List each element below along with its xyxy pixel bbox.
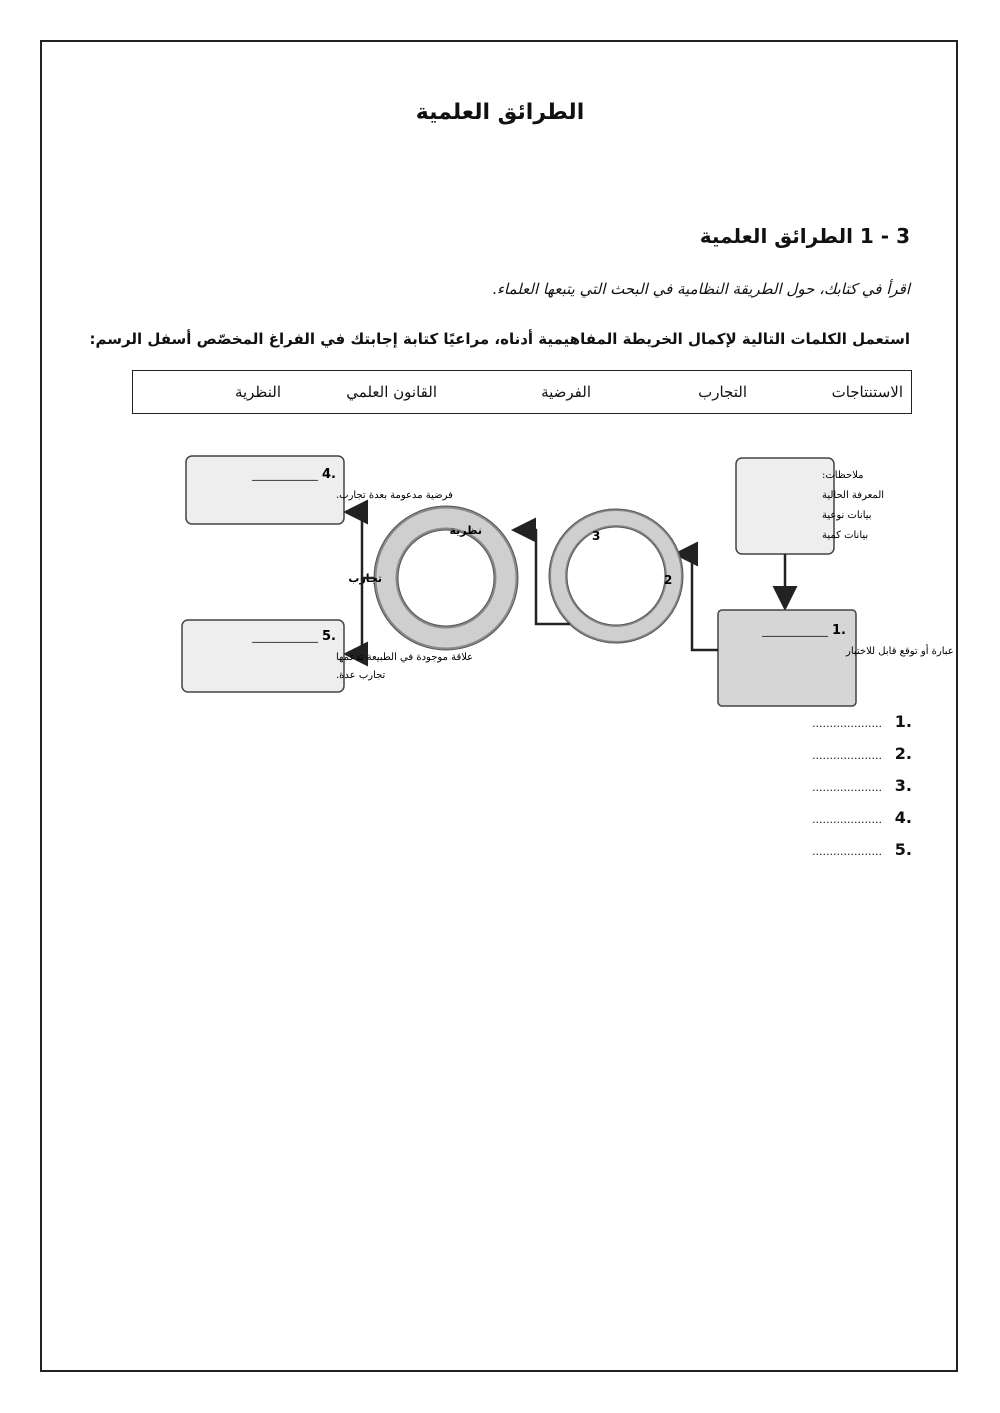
answer-blank[interactable]: .................... (812, 749, 882, 762)
answer-number: .4 (894, 808, 912, 827)
box4-description: فرضية مدعومة بعدة تجارب. (336, 490, 453, 501)
large-cycle-label: تجارب (348, 572, 382, 585)
word-bank-item: النظرية (234, 383, 281, 401)
observations-line: بيانات نوعية (822, 510, 872, 521)
answer-number: .2 (894, 744, 912, 763)
box1-number: 1. (832, 623, 846, 638)
answer-list (812, 712, 912, 872)
word-bank-item: القانون العلمي (346, 383, 437, 401)
box4-blank: ____________ (252, 468, 318, 481)
section-heading: 3 - 1 الطرائق العلمية (699, 224, 910, 248)
small-cycle-label: 2 (664, 573, 673, 587)
observations-line: بيانات كمية (822, 530, 869, 541)
word-bank-item: التجارب (698, 383, 747, 401)
answer-line[interactable] (812, 776, 912, 808)
observations-box (736, 458, 884, 554)
box5-description: تجارب عدة. (336, 670, 386, 681)
answer-blank[interactable]: .................... (812, 845, 882, 858)
arrow-to-theory-box (348, 512, 374, 578)
answer-line[interactable] (812, 840, 912, 872)
instruction-text: استعمل الكلمات التالية لإكمال الخريطة المفاهيمية أدناه، مراعيًا كتابة إجابتك في الفراغ المخصّص أسفل الرسم: (89, 330, 910, 348)
box1-description: عبارة أو توقع قابل للاختبار (846, 646, 954, 657)
box5-description: علاقة موجودة في الطبيعة تدعمها (336, 652, 474, 663)
concept-map-diagram (170, 448, 954, 718)
word-bank (132, 370, 912, 414)
observations-line: المعرفة الحالية (822, 490, 885, 501)
answer-blank[interactable]: .................... (812, 717, 882, 730)
observations-line: ملاحظات: (822, 470, 864, 481)
box5-number: 5. (322, 629, 336, 644)
answer-blank[interactable]: .................... (812, 781, 882, 794)
box5-blank: ____________ (252, 630, 318, 643)
intro-text: اقرأ في كتابك، حول الطريقة النظامية في البحث التي يتبعها العلماء. (492, 280, 910, 298)
answer-number: .5 (894, 840, 912, 859)
page-title: الطرائق العلمية (415, 100, 585, 125)
answer-line[interactable] (812, 744, 912, 776)
answer-number: .1 (894, 712, 912, 731)
small-cycle-label: 3 (592, 529, 601, 543)
arrow-to-small-cycle (678, 554, 718, 650)
answer-line[interactable] (812, 808, 912, 840)
answer-number: .3 (894, 776, 912, 795)
answer-line[interactable] (812, 712, 912, 744)
box4-number: 4. (322, 467, 336, 482)
answer-blank[interactable]: .................... (812, 813, 882, 826)
word-bank-item: الاستنتاجات (831, 383, 903, 401)
word-bank-item: الفرضية (541, 383, 591, 401)
large-cycle-label: نظرية (449, 524, 482, 537)
box1-blank: ____________ (762, 624, 828, 637)
arrow-to-law-box (348, 578, 362, 654)
